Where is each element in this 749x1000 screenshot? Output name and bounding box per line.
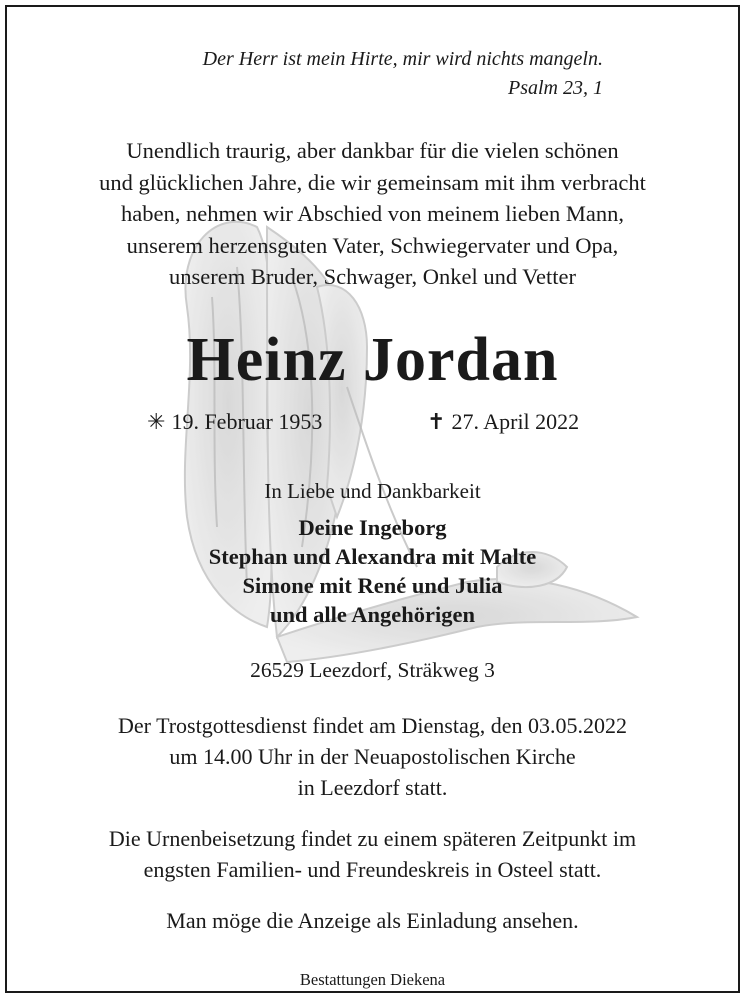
service-line: in Leezdorf statt. [297,775,448,800]
intro-line: und glücklichen Jahre, die wir gemeinsam mit ihm verbracht [99,169,646,195]
service-line: Der Trostgottesdienst findet am Dienstag, den 03.05.2022 [117,713,627,738]
address: 26529 Leezdorf, Sträkweg 3 [250,658,495,682]
bible-verse [203,45,603,103]
urn-line: Die Urnenbeisetzung findet zu einem späteren Zeitpunkt im [108,826,637,851]
intro-line: Unendlich traurig, aber dankbar für die vielen schönen [126,138,619,163]
intro-line: haben, nehmen wir Abschied von meinem lieben Mann, [121,201,624,226]
mourner-line: Deine Ingeborg [298,515,447,540]
invitation-note: Man möge die Anzeige als Einladung ansehen. [166,908,579,933]
obituary-notice [5,5,740,993]
service-line: um 14.00 Uhr in der Neuapostolischen Kirche [169,744,576,769]
funeral-home: Bestattungen Diekena [292,969,453,992]
death-date-text: 27. April 2022 [451,409,580,434]
deceased-name: Heinz Jordan [186,326,559,394]
verse-text: Der Herr ist mein Hirte, mir wird nichts mangeln. [202,48,603,70]
death-date [427,407,579,437]
verse-reference: Psalm 23, 1 [508,77,603,99]
love-line: In Liebe und Dankbarkeit [264,479,481,503]
mourner-line: Simone mit René und Julia [242,573,503,598]
urn-line: engsten Familien- und Freundeskreis in Osteel statt. [143,857,602,882]
footer [7,969,738,992]
intro-line: unserem herzensguten Vater, Schwiegervater und Opa, [126,232,619,258]
birth-date-text: 19. Februar 1953 [171,409,323,434]
death-cross-icon: ✝ [427,409,446,434]
urn-burial-info [7,823,738,885]
intro-line: unserem Bruder, Schwager, Onkel und Vetter [168,264,577,289]
intro-text [7,135,738,293]
mourner-line: und alle Angehörigen [269,602,476,627]
mourner-line: Stephan und Alexandra mit Malte [208,544,537,569]
life-dates [7,407,738,437]
birth-date [147,407,322,437]
birth-star-icon: ✳ [147,409,166,434]
service-info [7,710,738,803]
mourners-list [7,513,738,629]
